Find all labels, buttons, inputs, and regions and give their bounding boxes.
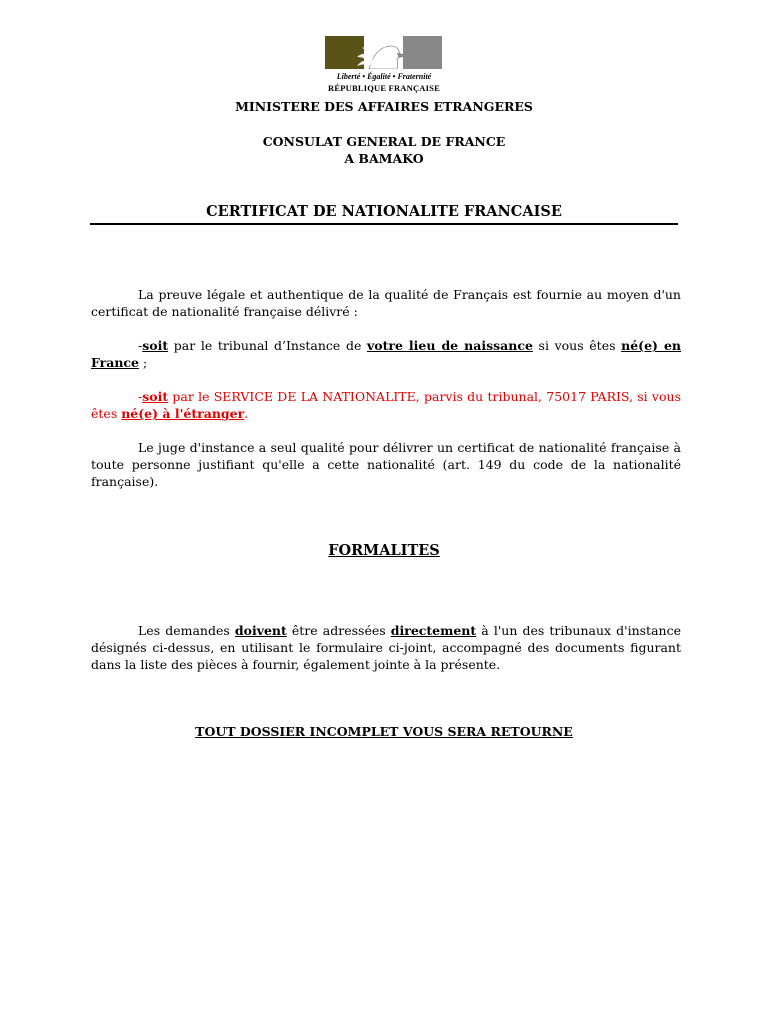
option2-end: .: [244, 406, 249, 421]
requests-text1: Les demandes: [138, 623, 235, 638]
requests-doivent: doivent: [234, 623, 287, 638]
incomplete-file-warning: TOUT DOSSIER INCOMPLET VOUS SERA RETOURNE: [195, 724, 573, 739]
option-france-paragraph: [91, 337, 681, 371]
option1-dash: -: [138, 338, 143, 353]
option1-end: ;: [139, 355, 148, 370]
ministry-heading: MINISTERE DES AFFAIRES ETRANGERES: [235, 99, 533, 114]
option1-born-in-france: né(e) en France: [91, 338, 682, 370]
option1-soit: soit: [142, 338, 169, 353]
intro-text: La preuve légale et authentique de la qualité de Français est fournie au moyen d'un certificat de nationalité française délivré :: [91, 287, 681, 319]
option1-text2: si vous êtes: [532, 338, 622, 353]
intro-paragraph: [91, 286, 681, 320]
requests-text2: être adressées: [286, 623, 391, 638]
document-title: CERTIFICAT DE NATIONALITE FRANCAISE: [206, 203, 562, 220]
judge-paragraph: [91, 439, 681, 490]
option1-text1: par le tribunal d’Instance de: [168, 338, 367, 353]
requests-text3: à l'un des tribunaux d'instance désignés ci-dessus, en utilisant le formulaire ci-joint, accompagné des documents figurant dans la liste des pièces à fournir, également jointe à la présente.: [91, 623, 681, 672]
judge-text: Le juge d'instance a seul qualité pour délivrer un certificat de nationalité française à toute personne justifiant qu'elle a cette nationalité (art. 149 du code de la nationalité française).: [91, 440, 681, 489]
city-heading: A BAMAKO: [344, 151, 424, 166]
formalites-heading: FORMALITES: [328, 542, 440, 559]
consulate-heading: CONSULAT GENERAL DE FRANCE: [262, 134, 506, 149]
option2-born-abroad: né(e) à l'étranger: [121, 406, 245, 421]
marianne-emblem: [325, 36, 442, 69]
option-abroad-paragraph: [91, 388, 681, 422]
requests-directement: directement: [390, 623, 477, 638]
option2-dash: -: [138, 389, 143, 404]
option1-birthplace: votre lieu de naissance: [366, 338, 533, 353]
option2-text1: par le SERVICE DE LA NATIONALITE, parvis du tribunal, 75017 PARIS, si vous êtes: [91, 389, 681, 421]
marianne-logo: [325, 36, 443, 96]
logo-republic-text: RÉPUBLIQUE FRANÇAISE: [328, 83, 440, 93]
title-rule: [90, 223, 678, 225]
option2-soit: soit: [142, 389, 169, 404]
requests-paragraph: [91, 622, 681, 673]
logo-motto: Liberté • Égalité • Fraternité: [336, 72, 432, 81]
